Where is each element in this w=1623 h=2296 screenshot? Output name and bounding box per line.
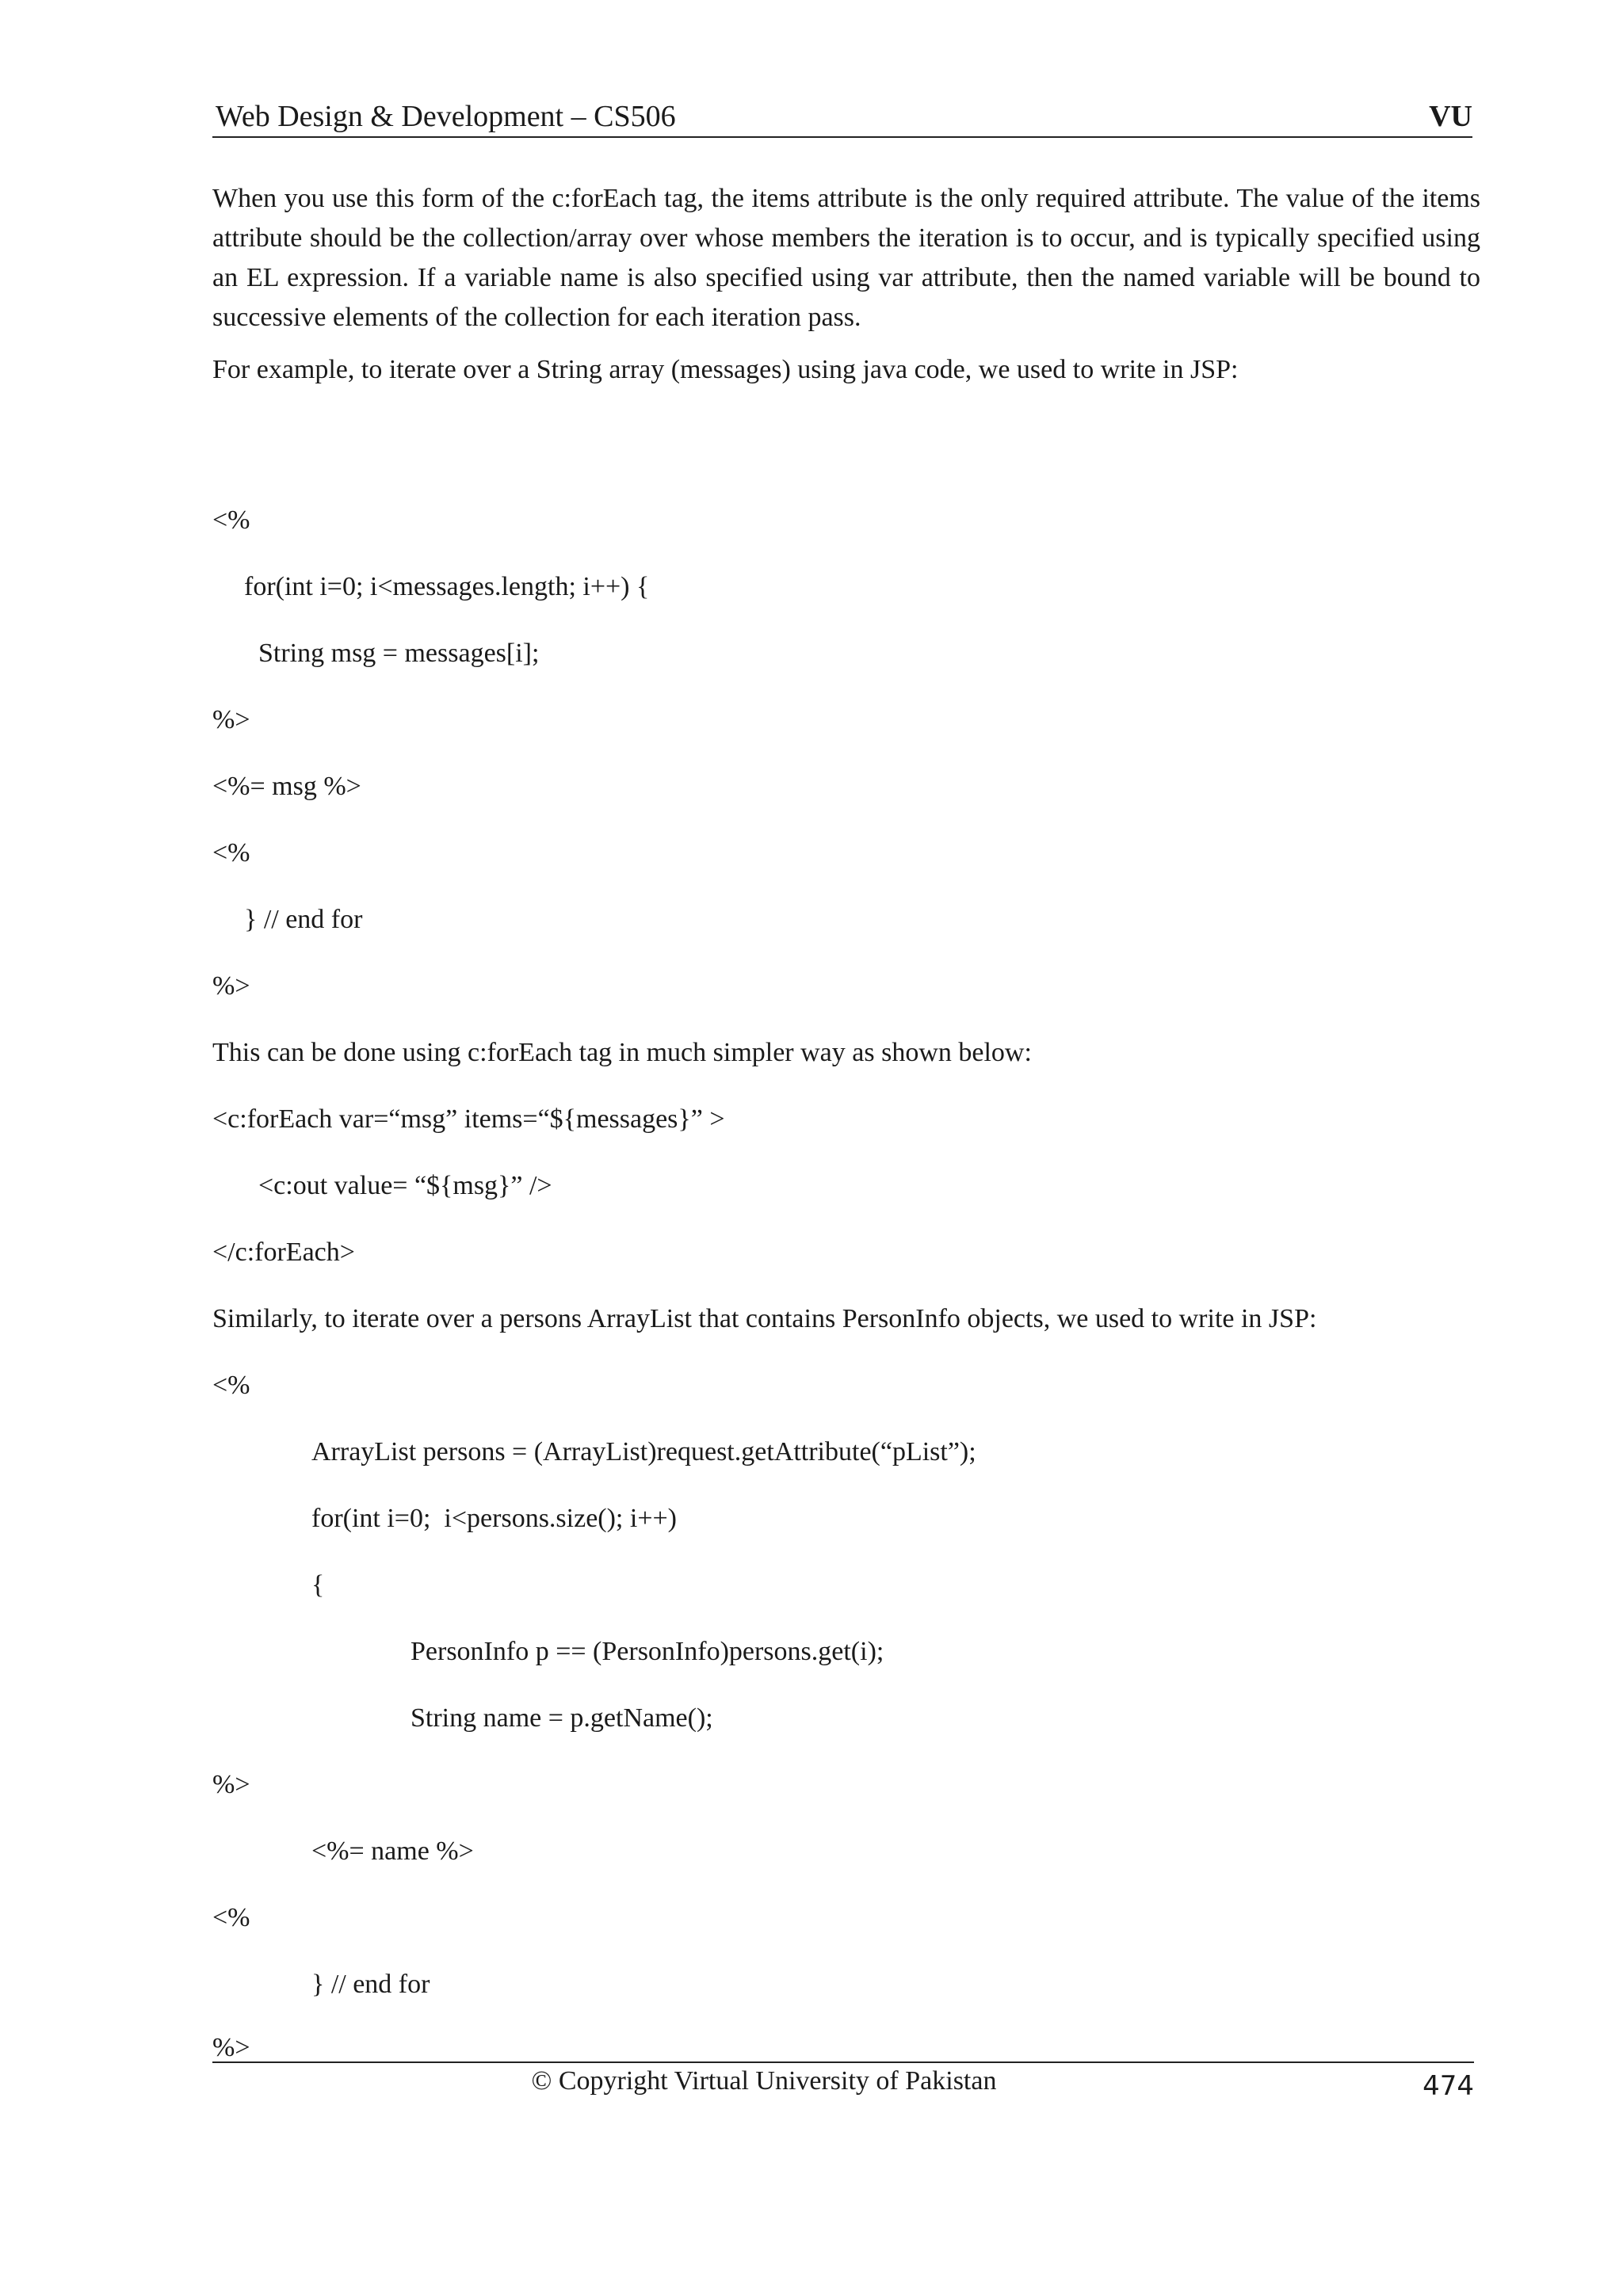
code-line: %> [212,705,250,734]
page-content [212,179,1480,390]
code-line: <% [212,505,250,535]
code-line: { [311,1570,325,1600]
page-header [212,97,1472,138]
code-line: } // end for [244,905,363,934]
paragraph-arraylist-intro: Similarly, to iterate over a persons ArrayList that contains PersonInfo objects, we used to write in JSP: [212,1304,1317,1333]
code-line: ArrayList persons = (ArrayList)request.getAttribute(“pList”); [311,1437,976,1466]
code-line: </c:forEach> [212,1238,355,1267]
code-line: String name = p.getName(); [411,1703,713,1733]
code-line: <%= name %> [311,1836,474,1866]
code-line: } // end for [311,1970,430,1999]
code-line: <c:forEach var=“msg” items=“${messages}” > [212,1104,725,1134]
code-line: <%= msg %> [212,772,361,801]
code-line: %> [212,971,250,1001]
code-line: for(int i=0; i<persons.size(); i++) [311,1504,677,1533]
page-number: 474 [1423,2070,1474,2102]
paragraph-simpler-way: This can be done using c:forEach tag in much simpler way as shown below: [212,1038,1032,1067]
code-line: %> [212,2033,250,2062]
code-line: for(int i=0; i<messages.length; i++) { [244,572,650,601]
code-line: PersonInfo p == (PersonInfo)persons.get(i); [411,1637,884,1666]
paragraph-example-intro: For example, to iterate over a String array (messages) using java code, we used to write in JSP: [212,355,1239,384]
code-line: <% [212,1371,250,1400]
course-title: Web Design & Development – CS506 [216,100,676,133]
code-line: <% [212,1903,250,1932]
code-line: <c:out value= “${msg}” /> [258,1171,552,1200]
code-line: String msg = messages[i]; [258,639,540,668]
university-brand: VU [1429,100,1472,133]
paragraph-foreach-description: When you use this form of the c:forEach tag, the items attribute is the only required attribute. The value of the items attribute should be the collection/array over whose members the iteration is to occur, and is typically specified using an EL expression. If a variable name is also specified using var attribute, then the named variable will be bound to successive elements of the collection for each iteration pass. [212,184,1480,332]
code-line: %> [212,1770,250,1799]
footer-copyright [0,2061,1623,2101]
copyright-text: © Copyright Virtual University of Pakistan [531,2066,997,2096]
code-line: <% [212,838,250,868]
